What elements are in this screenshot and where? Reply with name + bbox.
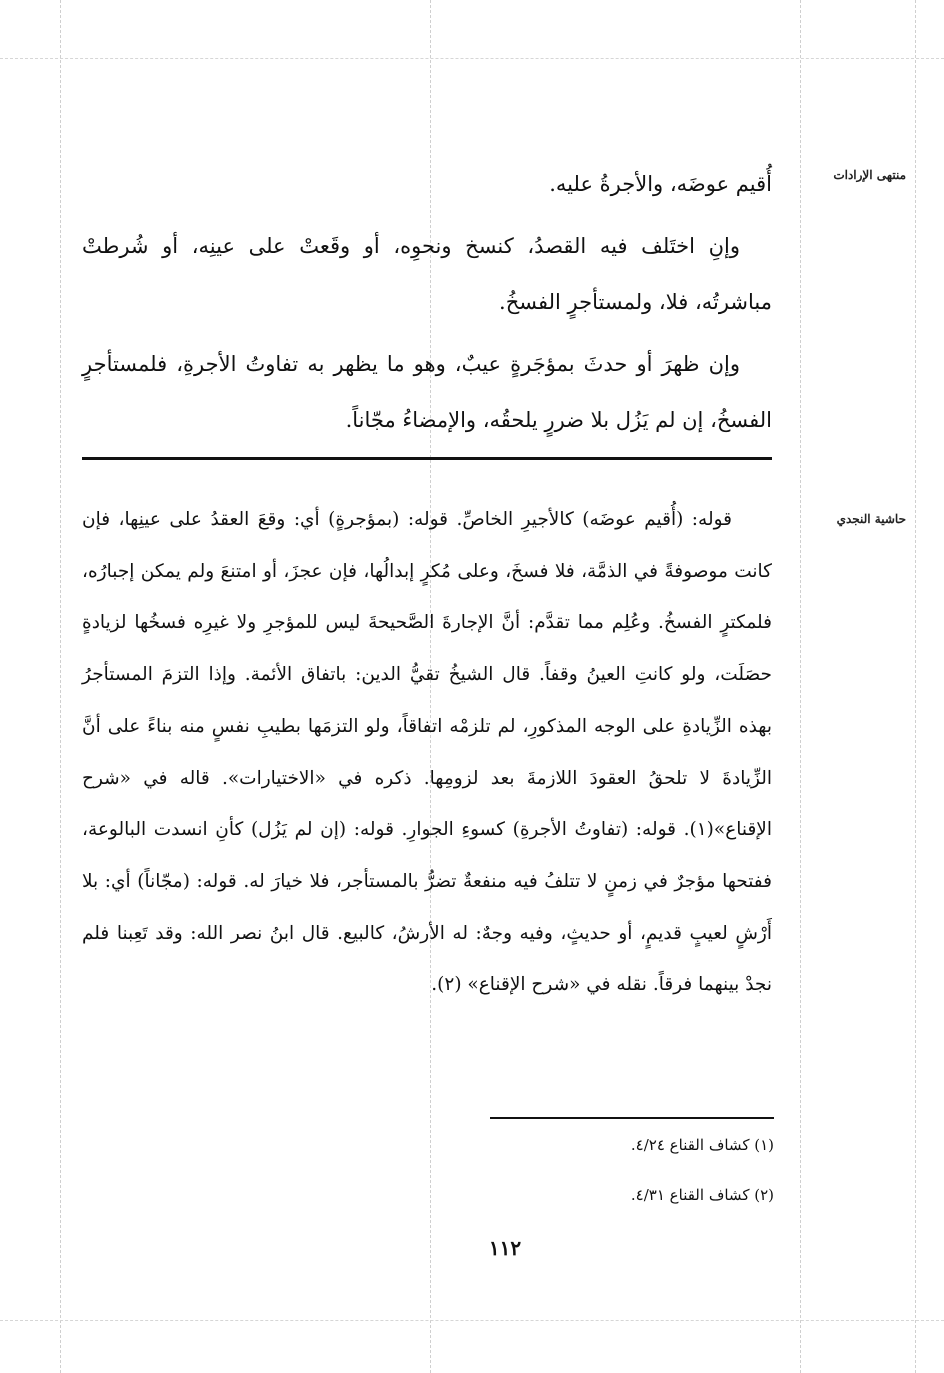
hashiya-text bbox=[82, 494, 772, 1011]
section-divider bbox=[82, 457, 772, 460]
page-number: ١١٢ bbox=[488, 1236, 522, 1260]
main-paragraph-1: أُقيم عوضَه، والأجرةُ عليه. bbox=[549, 172, 772, 196]
side-label-main: منتهى الإرادات bbox=[833, 168, 906, 182]
main-paragraph-3: وإن ظهرَ أو حدثَ بمؤجَرةٍ عيبٌ، وهو ما يظهر به تفاوتُ الأجرةِ، فلمستأجرٍ الفسخُ، إن لم يَزُل بلا ضررٍ يلحقُه، والإمضاءُ مجّاناً. bbox=[82, 352, 772, 432]
footnote-divider bbox=[490, 1117, 774, 1119]
scan-guide-line bbox=[0, 58, 944, 59]
scan-guide-line bbox=[60, 0, 61, 1373]
main-text bbox=[82, 156, 772, 448]
footnote-1: (١) كشاف القناع ٤/٢٤. bbox=[630, 1136, 774, 1154]
scan-guide-line bbox=[915, 0, 916, 1373]
scan-guide-line bbox=[0, 1320, 944, 1321]
footnote-2: (٢) كشاف القناع ٤/٣١. bbox=[630, 1186, 774, 1204]
hashiya-paragraph: قوله: (أُقيم عوضَه) كالأجيرِ الخاصِّ. قوله: (بمؤجرةٍ) أي: وقعَ العقدُ على عينِها، فإن كانت موصوفةً في الذمَّة، فلا فسخَ، وعلى مُكرٍ إبدالُها، فإن عجزَ، أو امتنعَ ولم يمكن إجبارُه، فلمكترٍ الفسخُ. وعُلِم مما تقدَّم: أنَّ الإجارةَ الصَّحيحةَ ليس للمؤجرِ ولا غيرِه فسخُها لزيادةٍ حصَلَت، ولو كانتِ العينُ وقفاً. قال الشيخُ تقيُّ الدين: باتفاق الأئمة. وإذا التزمَ المستأجرُ بهذه الزِّيادةِ على الوجه المذكورِ، لم تلزمْه اتفاقاً، ولو التزمَها بطيبِ نفسٍ منه بناءً على أنَّ الزِّيادةَ لا تلحقُ العقودَ اللازمةَ بعد لزومِها. ذكره في «الاختيارات». قاله في «شرح الإقناع»(١). قوله: (تفاوتُ الأجرةِ) كسوءِ الجوارِ. قوله: (إن لم يَزُل) كأنِ انسدت البالوعة، ففتحها مؤجرٌ في زمنٍ لا تتلفُ فيه منفعةٌ تضرُّ بالمستأجر، فلا خيارَ له. قوله: (مجّاناً) أي: بلا أَرْشٍ لعيبٍ قديمٍ، أو حديثٍ، وفيه وجهٌ: له الأرشُ، كالبيع. قال ابنُ نصر الله: وقد تَعِبنا فلم نجدْ بينهما فرقاً. نقله في «شرح الإقناع» (٢). bbox=[82, 509, 772, 996]
scan-guide-line bbox=[800, 0, 801, 1373]
side-label-hashiya: حاشية النجدي bbox=[836, 512, 906, 526]
main-paragraph-2: وإنِ اختَلف فيه القصدُ، كنسخ ونحوِه، أو وقَعتْ على عينِه، أو شُرطتْ مباشرتُه، فلا، ولمستأجرٍ الفسخُ. bbox=[82, 234, 772, 314]
